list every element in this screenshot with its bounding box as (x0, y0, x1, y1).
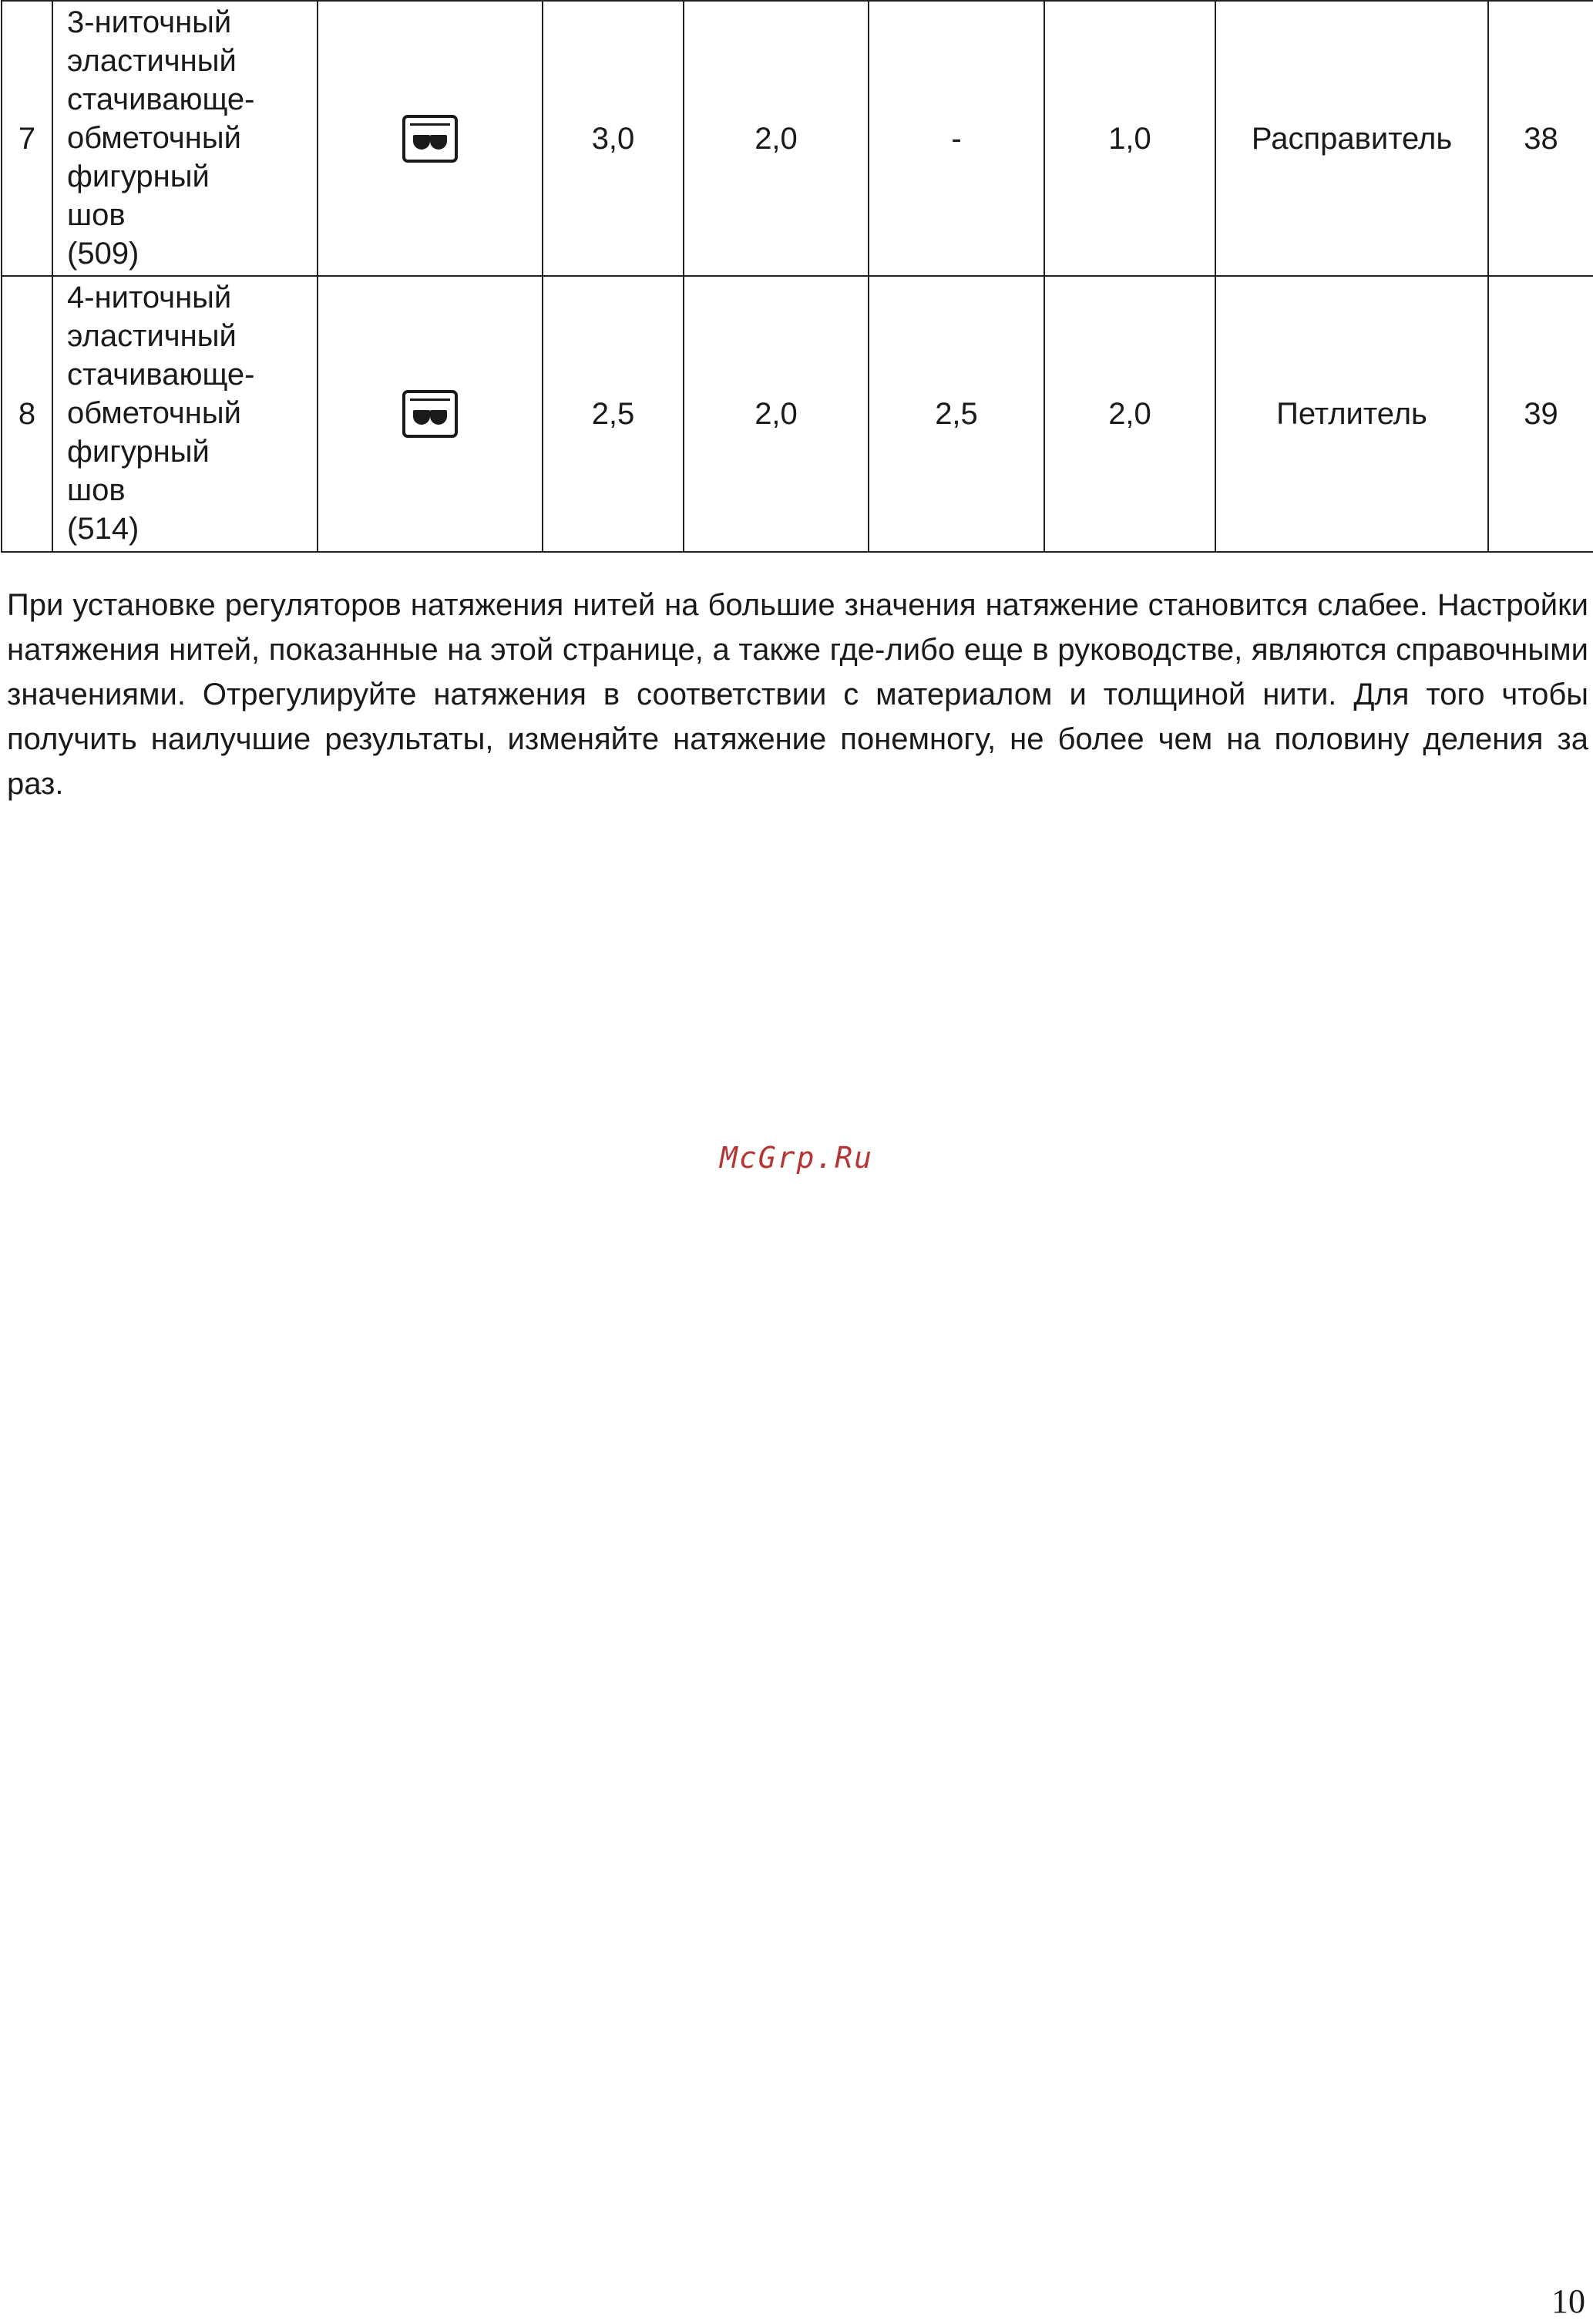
accessory-name: Расправитель (1215, 1, 1488, 276)
table-row (2, 1, 1593, 276)
page-reference: 38 (1488, 1, 1593, 276)
stitch-name-line: фигурный (67, 160, 210, 193)
stitch-name-line: (509) (67, 237, 139, 271)
stitch-name-line: шов (67, 198, 126, 232)
watermark: McGrp.Ru (719, 1141, 874, 1175)
tension-value: 2,0 (684, 276, 869, 552)
stitch-name-line: обметочный (67, 121, 241, 155)
double-needle-stitch-icon (402, 390, 458, 438)
stitch-name-line: эластичный (67, 44, 237, 78)
tension-value: 2,5 (869, 276, 1044, 552)
stitch-name-line: обметочный (67, 396, 241, 430)
thread-tension-table (1, 0, 1593, 553)
stitch-name-line: стачивающе- (67, 358, 255, 392)
tension-value: 2,0 (1044, 276, 1215, 552)
stitch-name (52, 1, 318, 276)
tension-value: 1,0 (1044, 1, 1215, 276)
stitch-name-line: (514) (67, 512, 139, 546)
stitch-name-line: эластичный (67, 319, 237, 353)
tension-value: 2,5 (543, 276, 684, 552)
accessory-name: Петлитель (1215, 276, 1488, 552)
needle-icon-cell (318, 276, 543, 552)
double-needle-stitch-icon (402, 115, 458, 163)
tension-value: 2,0 (684, 1, 869, 276)
page-number: 10 (1551, 2282, 1585, 2320)
page-reference: 39 (1488, 276, 1593, 552)
stitch-name (52, 276, 318, 552)
tension-note-paragraph: При установке регуляторов натяжения нитей на большие значения натяжение становится слабее. Настройки натяжения нитей, показанные на этой странице, а также где-либо еще в руководстве, являются справочными значениями. Отрегулируйте натяжения в соответствии с материалом и толщиной нити. Для того чтобы получить наилучшие результаты, изменяйте натяжение понемногу, не более чем на половину деления за раз. (7, 588, 1588, 801)
stitch-name-line: стачивающе- (67, 82, 255, 116)
stitch-name-line: фигурный (67, 435, 210, 469)
stitch-name-line: 3-ниточный (67, 5, 232, 39)
tension-value: - (869, 1, 1044, 276)
row-number: 8 (2, 276, 52, 552)
needle-icon-cell (318, 1, 543, 276)
table-row (2, 276, 1593, 552)
stitch-name-line: шов (67, 473, 126, 507)
row-number: 7 (2, 1, 52, 276)
tension-value: 3,0 (543, 1, 684, 276)
stitch-name-line: 4-ниточный (67, 281, 232, 314)
